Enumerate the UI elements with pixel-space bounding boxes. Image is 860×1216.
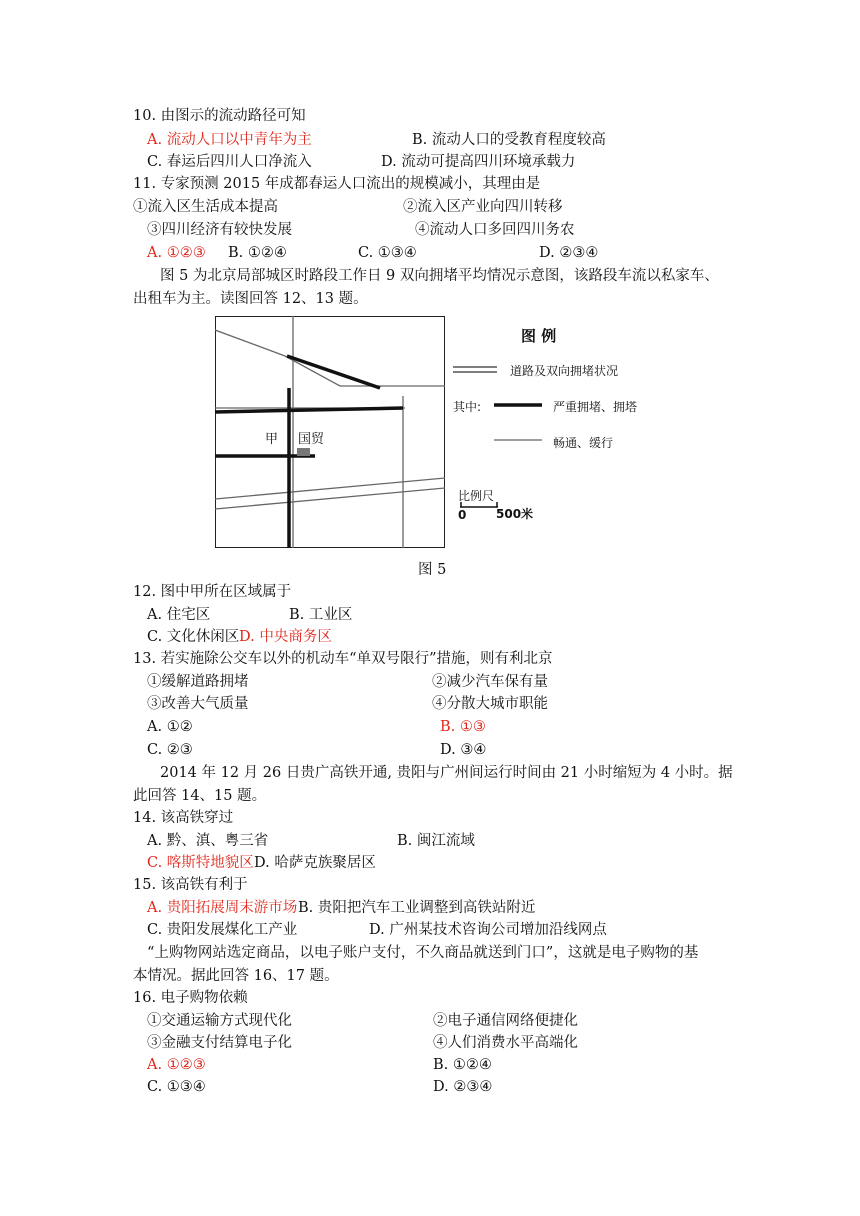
intro-14-15-line1: 2014 年 12 月 26 日贵广高铁开通, 贵阳与广州间运行时间由 21 小时缩短为 4 小时。据	[160, 765, 733, 781]
map-label-jia: 甲	[265, 432, 279, 447]
q15-option-c: C. 贵阳发展煤化工产业	[147, 922, 298, 938]
q10-stem: 10. 由图示的流动路径可知	[133, 108, 306, 124]
q11-statement-4: ④流动人口多回四川务农	[415, 222, 575, 238]
q12-option-c: C. 文化休闲区	[147, 629, 240, 645]
q10-option-d: D. 流动可提高四川环境承载力	[381, 154, 576, 170]
q13-statement-1: ①缓解道路拥堵	[147, 674, 249, 690]
q11-option-c: C. ①③④	[358, 245, 417, 261]
q16-option-a: A. ①②③	[147, 1057, 206, 1073]
q16-option-b: B. ①②④	[433, 1057, 492, 1073]
road-lower-diagonal-2	[215, 488, 445, 509]
q12-stem: 12. 图中甲所在区域属于	[133, 584, 292, 600]
legend-light-label: 畅通、缓行	[553, 436, 614, 450]
scale-title: 比例尺	[458, 489, 495, 503]
q13-statement-3: ③改善大气质量	[147, 696, 249, 712]
q12-option-b: B. 工业区	[289, 607, 353, 623]
q11-stem: 11. 专家预测 2015 年成都春运人口流出的规模减小，其理由是	[133, 176, 541, 192]
q16-statement-2: ②电子通信网络便捷化	[433, 1013, 578, 1029]
q11-statement-2: ②流入区产业向四川转移	[403, 199, 563, 215]
q11-option-b: B. ①②④	[228, 245, 287, 261]
q11-option-a: A. ①②③	[147, 245, 206, 261]
q12-option-a: A. 住宅区	[147, 607, 211, 623]
q13-statement-4: ④分散大城市职能	[432, 696, 548, 712]
congested-road-diagonal	[287, 356, 380, 388]
road-upper-diagonal	[215, 330, 445, 386]
q10-option-b: B. 流动人口的受教育程度较高	[412, 132, 606, 148]
q13-stem: 13. 若实施除公交车以外的机动车“单双号限行”措施，则有利北京	[133, 651, 553, 667]
q14-option-b: B. 闽江流域	[397, 833, 475, 849]
q11-statement-1: ①流入区生活成本提高	[133, 199, 278, 215]
legend-light-symbol	[494, 438, 542, 442]
q15-option-a: A. 贵阳拓展周末游市场	[147, 900, 298, 916]
q13-option-c: C. ②③	[147, 742, 193, 758]
q11-statement-3: ③四川经济有较快发展	[147, 222, 292, 238]
q16-stem: 16. 电子购物依赖	[133, 990, 248, 1006]
q16-option-c: C. ①③④	[147, 1079, 206, 1095]
intro-12-13-line1: 图 5 为北京局部城区时路段工作日 9 双向拥堵平均情况示意图，该路段车流以私家车、	[160, 268, 719, 284]
intro-12-13-line2: 出租车为主。读图回答 12、13 题。	[133, 291, 368, 307]
q15-stem: 15. 该高铁有利于	[133, 877, 248, 893]
q14-stem: 14. 该高铁穿过	[133, 810, 234, 826]
q12-option-d: D. 中央商务区	[239, 629, 332, 645]
q16-statement-1: ①交通运输方式现代化	[147, 1013, 292, 1029]
q10-option-a: A. 流动人口以中青年为主	[147, 132, 312, 148]
q13-option-d: D. ③④	[440, 742, 487, 758]
q13-option-a: A. ①②	[147, 719, 193, 735]
legend-title: 图 例	[521, 327, 557, 345]
scale-value: 500米	[496, 507, 534, 521]
figure-caption: 图 5	[418, 562, 447, 578]
road-map-svg	[215, 316, 445, 548]
scale-zero: 0	[458, 508, 467, 522]
q14-option-a: A. 黔、滇、粤三省	[147, 833, 269, 849]
intro-14-15-line2: 此回答 14、15 题。	[133, 788, 267, 804]
q13-option-b: B. ①③	[440, 719, 486, 735]
intro-16-17-line1: “上购物网站选定商品，以电子账户支付，不久商品就送到门口”，这就是电子购物的基	[147, 945, 699, 961]
legend-heavy-label: 严重拥堵、拥塔	[553, 400, 638, 414]
road-lower-diagonal	[215, 478, 445, 499]
legend-road-label: 道路及双向拥堵状况	[510, 364, 619, 378]
map-label-guomao: 国贸	[298, 432, 325, 447]
q14-option-d: D. 哈萨克族聚居区	[254, 855, 376, 871]
q14-option-c: C. 喀斯特地貌区	[147, 855, 254, 871]
q15-option-d: D. 广州某技术咨询公司增加沿线网点	[369, 922, 607, 938]
q16-statement-4: ④人们消费水平高端化	[433, 1035, 578, 1051]
road-map-figure	[215, 316, 445, 548]
q16-statement-3: ③金融支付结算电子化	[147, 1035, 292, 1051]
legend-road-symbol	[453, 364, 497, 376]
intro-16-17-line2: 本情况。据此回答 16、17 题。	[133, 968, 339, 984]
q11-option-d: D. ②③④	[539, 245, 599, 261]
guomao-building-icon	[297, 448, 310, 456]
q16-option-d: D. ②③④	[433, 1079, 493, 1095]
legend-among-label: 其中:	[453, 400, 482, 414]
q15-option-b: B. 贵阳把汽车工业调整到高铁站附近	[298, 900, 536, 916]
q10-option-c: C. 春运后四川人口净流入	[147, 154, 312, 170]
q13-statement-2: ②减少汽车保有量	[432, 674, 548, 690]
legend-heavy-symbol	[494, 402, 542, 408]
